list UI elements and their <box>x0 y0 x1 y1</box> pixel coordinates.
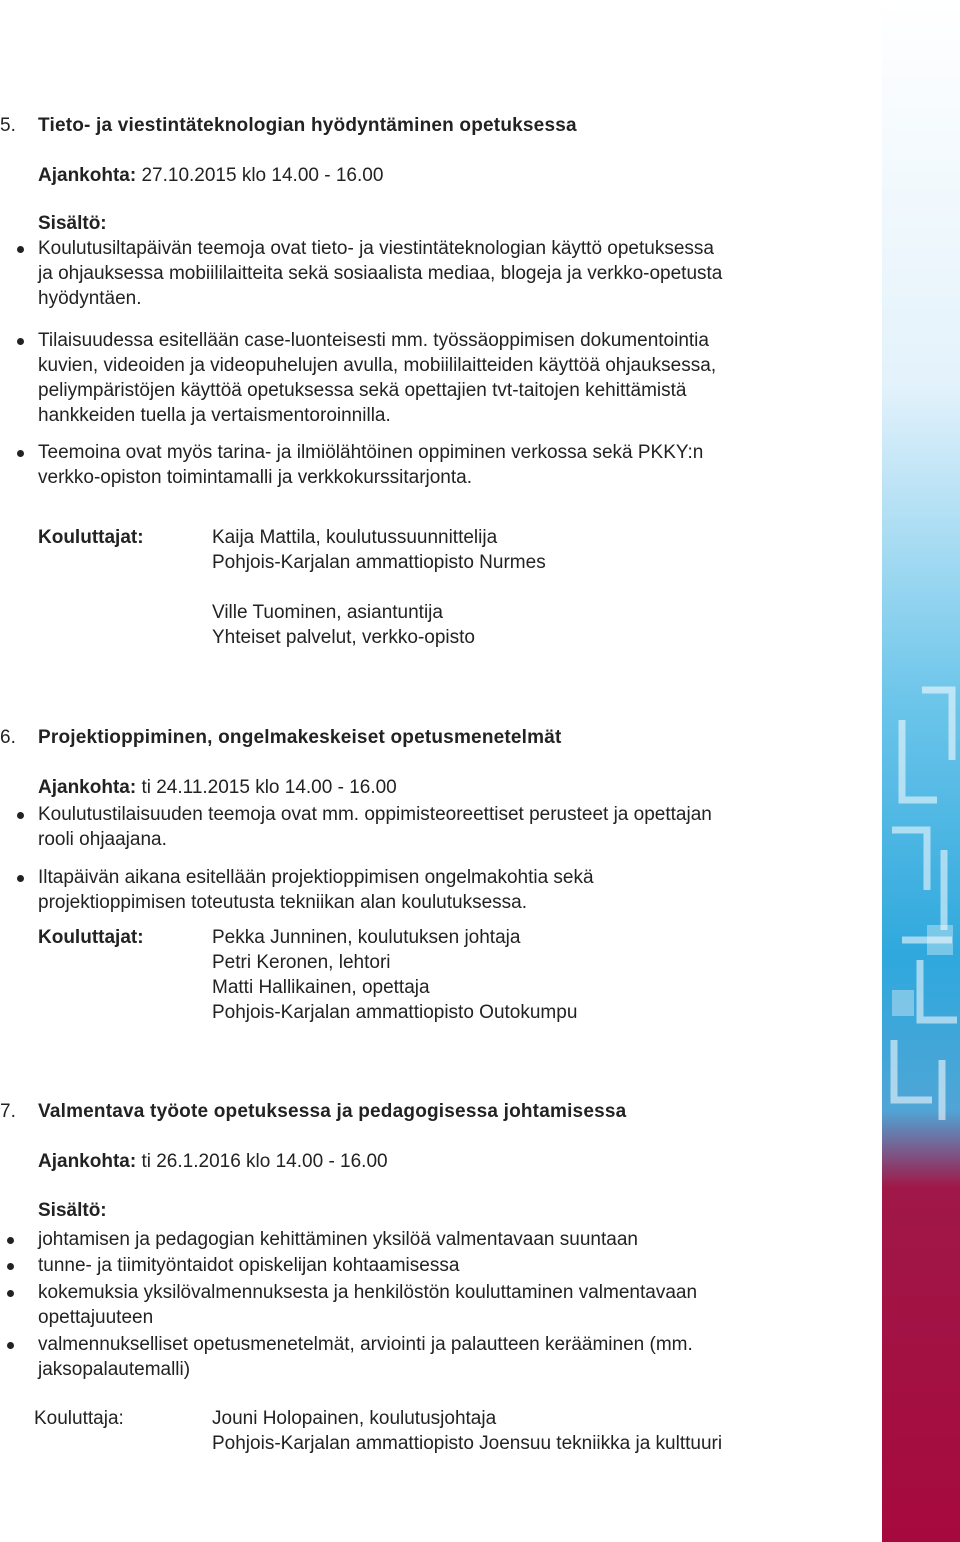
bullet-line: Teemoina ovat myös tarina- ja ilmiölähtöinen oppiminen verkossa sekä PKKY:n <box>38 442 704 463</box>
bullet-icon <box>17 338 24 345</box>
section-number: 7. <box>0 1101 16 1122</box>
sidebar-band <box>882 0 960 1542</box>
bullet-item <box>38 1332 838 1382</box>
time-value: ti 26.1.2016 klo 14.00 - 16.00 <box>136 1151 388 1172</box>
bullet-item <box>38 440 838 490</box>
section-title: Tieto- ja viestintäteknologian hyödyntäminen opetuksessa <box>38 115 577 136</box>
bullet-line: Koulutusiltapäivän teemoja ovat tieto- ja viestintäteknologian käyttö opetuksessa <box>38 238 714 259</box>
bullet-item <box>38 1253 838 1278</box>
time-label: Ajankohta: <box>38 777 137 798</box>
bullet-icon <box>17 875 24 882</box>
content-label: Sisältö: <box>38 213 107 234</box>
bullet-icon <box>7 1237 14 1244</box>
trainer-line: Pohjois-Karjalan ammattiopisto Outokumpu <box>212 1002 578 1023</box>
bullet-item <box>38 328 838 428</box>
section-number: 6. <box>0 727 16 748</box>
bullet-line: Tilaisuudessa esitellään case-luonteisesti mm. työssäoppimisen dokumentointia <box>38 330 709 351</box>
trainers-label: Kouluttajat: <box>38 927 144 948</box>
trainer-line: Matti Hallikainen, opettaja <box>212 977 430 998</box>
bullet-line: tunne- ja tiimityöntaidot opiskelijan kohtaamisessa <box>38 1255 460 1276</box>
time-line <box>38 1149 388 1174</box>
decorative-sidebar <box>882 0 960 1542</box>
trainers-label: Kouluttajat: <box>38 527 144 548</box>
bullet-icon <box>17 450 24 457</box>
trainers-list <box>212 925 577 1025</box>
time-value: ti 24.11.2015 klo 14.00 - 16.00 <box>136 777 397 798</box>
bullet-line: hankkeiden tuella ja vertaismentoroinnilla. <box>38 405 391 426</box>
bullet-icon <box>17 246 24 253</box>
trainer-line: Pohjois-Karjalan ammattiopisto Nurmes <box>212 552 546 573</box>
trainer-line: Ville Tuominen, asiantuntija <box>212 602 443 623</box>
bullet-item <box>38 802 838 852</box>
bullet-item <box>38 865 838 915</box>
trainer-line: Petri Keronen, lehtori <box>212 952 391 973</box>
time-label: Ajankohta: <box>38 165 137 186</box>
bullet-item <box>38 236 838 311</box>
bullet-line: jaksopalautemalli) <box>38 1359 191 1380</box>
trainer-spacer <box>212 575 546 600</box>
bullet-line: ja ohjauksessa mobiililaitteita sekä sosiaalista mediaa, blogeja ja verkko-opetusta <box>38 263 723 284</box>
bullet-line: kokemuksia yksilövalmennuksesta ja henkilöstön kouluttaminen valmentavaan <box>38 1282 698 1303</box>
bullet-line: opettajuuteen <box>38 1307 154 1328</box>
sidebar-block <box>927 925 953 955</box>
bullet-line: verkko-opiston toimintamalli ja verkkokurssitarjonta. <box>38 467 472 488</box>
sidebar-block <box>892 990 914 1016</box>
content-label: Sisältö: <box>38 1200 107 1221</box>
bullet-line: johtamisen ja pedagogian kehittäminen yksilöä valmentavaan suuntaan <box>38 1229 638 1250</box>
bullet-item <box>38 1227 838 1252</box>
trainer-line: Kaija Mattila, koulutussuunnittelija <box>212 527 498 548</box>
time-label: Ajankohta: <box>38 1151 137 1172</box>
trainer-line: Yhteiset palvelut, verkko-opisto <box>212 627 475 648</box>
trainers-label: Kouluttaja: <box>34 1408 124 1429</box>
trainers-list <box>212 525 546 650</box>
trainer-line: Jouni Holopainen, koulutusjohtaja <box>212 1408 497 1429</box>
bullet-line: Koulutustilaisuuden teemoja ovat mm. oppimisteoreettiset perusteet ja opettajan <box>38 804 712 825</box>
time-line <box>38 163 383 188</box>
time-line <box>38 775 397 800</box>
bullet-line: rooli ohjaajana. <box>38 829 167 850</box>
bullet-line: Iltapäivän aikana esitellään projektioppimisen ongelmakohtia sekä <box>38 867 594 888</box>
bullet-line: kuvien, videoiden ja videopuhelujen avulla, mobiililaitteiden käyttöä ohjauksessa, <box>38 355 717 376</box>
bullet-icon <box>7 1342 14 1349</box>
section-title: Projektioppiminen, ongelmakeskeiset opetusmenetelmät <box>38 727 562 748</box>
bullet-icon <box>17 812 24 819</box>
bullet-line: peliympäristöjen käyttöä opetuksessa sekä opettajien tvt-taitojen kehittämistä <box>38 380 687 401</box>
bullet-item <box>38 1280 838 1330</box>
trainer-line: Pekka Junninen, koulutuksen johtaja <box>212 927 521 948</box>
trainer-line: Pohjois-Karjalan ammattiopisto Joensuu tekniikka ja kulttuuri <box>212 1433 723 1454</box>
bullet-icon <box>7 1263 14 1270</box>
section-number: 5. <box>0 115 16 136</box>
section-title: Valmentava työote opetuksessa ja pedagogisessa johtamisessa <box>38 1101 627 1122</box>
time-value: 27.10.2015 klo 14.00 - 16.00 <box>136 165 384 186</box>
bullet-line: hyödyntäen. <box>38 288 142 309</box>
trainers-list <box>212 1406 722 1456</box>
bullet-line: valmennukselliset opetusmenetelmät, arviointi ja palautteen kerääminen (mm. <box>38 1334 693 1355</box>
bullet-icon <box>7 1290 14 1297</box>
bullet-line: projektioppimisen toteutusta tekniikan alan koulutuksessa. <box>38 892 528 913</box>
